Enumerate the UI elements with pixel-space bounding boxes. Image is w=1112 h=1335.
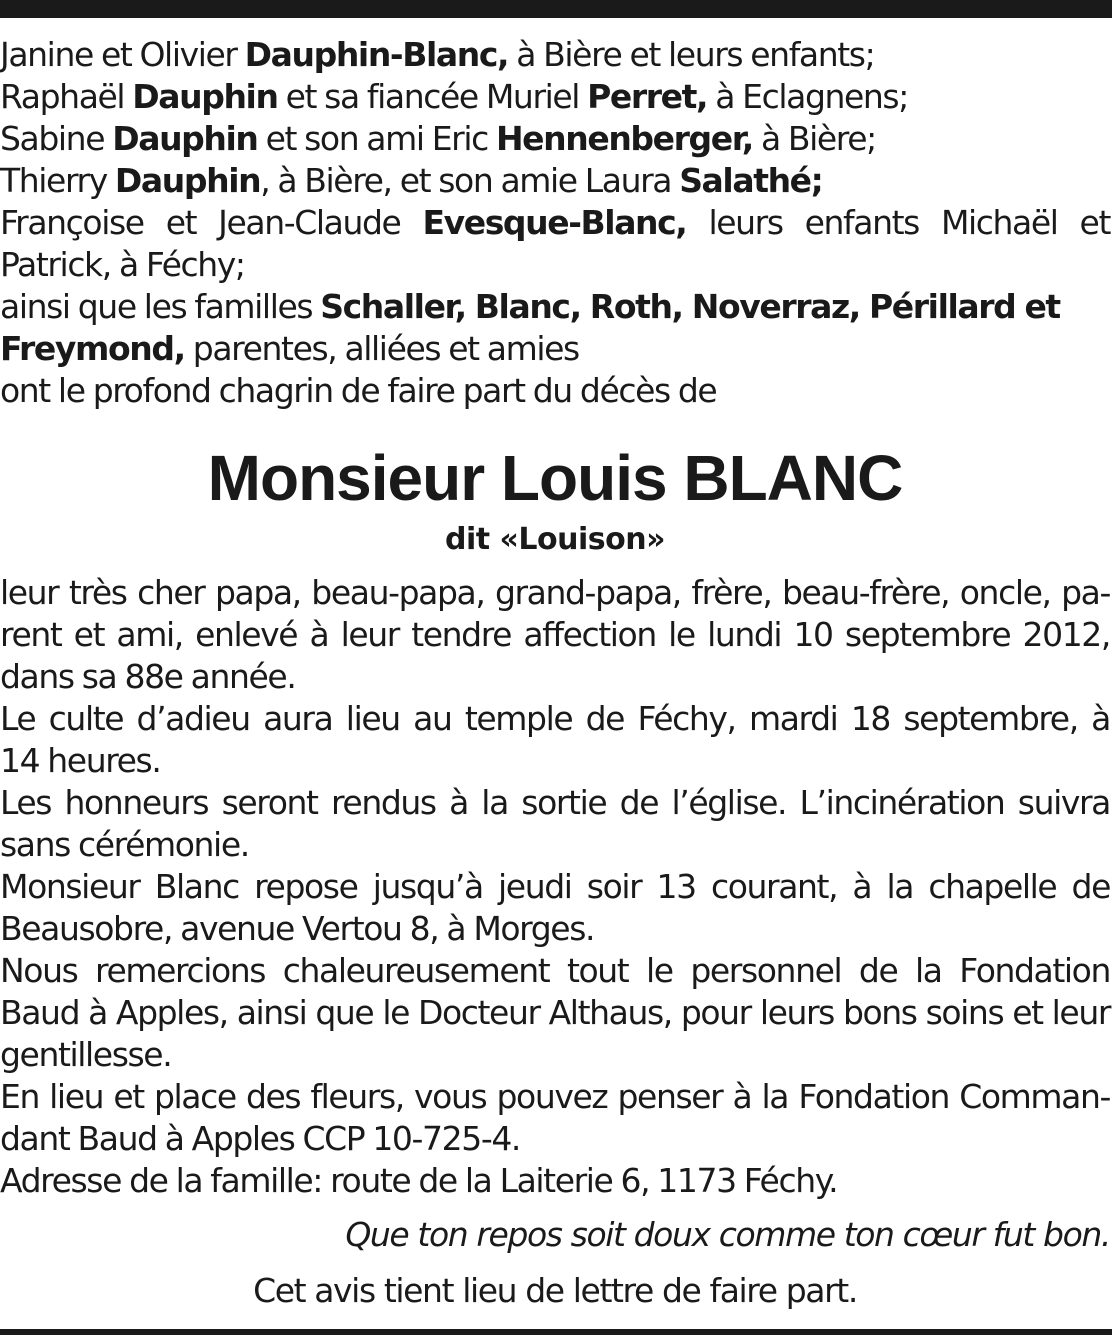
family-line [0,76,1110,118]
family-name: Dauphin [112,119,258,158]
body-line: Le culte d’adieu aura lieu au temple de Féchy, mardi 18 septembre, à [0,699,1110,738]
deceased-nickname: dit «Louison» [445,522,665,557]
announcement-line: ont le profond chagrin de faire part du décès de [0,371,717,410]
family-line [0,328,1110,370]
family-name: Dauphin [132,77,278,116]
family-name: Dauphin-Blanc, [244,35,509,74]
family-line [0,34,1110,76]
text: Raphaël [0,77,133,116]
family-line: Patrick, à Féchy; [0,245,245,284]
family-name: Evesque-Blanc, [422,203,687,242]
text: , à Bière, et son amie Laura [260,161,680,200]
body-line: dant Baud à Apples CCP 10-725-4. [0,1119,521,1158]
motto: Que ton repos soit doux comme ton cœur fut bon. [345,1215,1110,1254]
family-name: Perret, [587,77,708,116]
text: Françoise et Jean-Claude [0,203,423,242]
deceased-name: Monsieur Louis BLANC [207,442,903,514]
text: et sa fiancée Muriel [277,77,588,116]
body-line: Les honneurs seront rendus à la sortie de l’église. L’incinération suivra [0,783,1110,822]
family-name: Freymond, [0,329,185,368]
family-name: Hennenberger, [495,119,753,158]
body-line: gentillesse. [0,1035,172,1074]
body-line: dans sa 88e année. [0,657,296,696]
family-line [0,160,1110,202]
family-line [0,118,1110,160]
obituary-notice [0,34,1110,1312]
family-name: Dauphin [114,161,261,200]
family-name: Salathé; [679,161,823,200]
text: ainsi que les familles [0,287,321,326]
family-name: Schaller, Blanc, Roth, Noverraz, Périllard et [320,287,1060,326]
text: leurs enfants Michaël et [686,203,1110,242]
body-line: 14 heures. [0,741,161,780]
text: à Bière; [752,119,876,158]
text: parentes, alliées et amies [184,329,579,368]
closing-note: Cet avis tient lieu de lettre de faire part. [253,1271,857,1310]
family-line [0,202,1110,244]
text: Thierry [0,161,115,200]
top-rule [0,0,1112,18]
family-line [0,286,1110,328]
body-line: Monsieur Blanc repose jusqu’à jeudi soir 13 courant, à la chapelle de [0,867,1110,906]
body-line: Adresse de la famille: route de la Laiterie 6, 1173 Féchy. [0,1161,838,1200]
body-line: sans cérémonie. [0,825,249,864]
text: et son ami Eric [257,119,496,158]
notice-body [0,572,1110,1202]
text: Janine et Olivier [0,35,245,74]
bottom-rule [0,1329,1112,1335]
body-line: leur très cher papa, beau-papa, grand-papa, frère, beau-frère, oncle, pa- [0,573,1110,612]
body-line: Beausobre, avenue Vertou 8, à Morges. [0,909,595,948]
body-line: Nous remercions chaleureusement tout le personnel de la Fondation [0,951,1110,990]
body-line: Baud à Apples, ainsi que le Docteur Althaus, pour leurs bons soins et leur [0,993,1110,1032]
text: Sabine [0,119,113,158]
body-line: En lieu et place des fleurs, vous pouvez penser à la Fondation Comman- [0,1077,1110,1116]
body-line: rent et ami, enlevé à leur tendre affection le lundi 10 septembre 2012, [0,615,1110,654]
text: à Eclagnens; [707,77,908,116]
text: à Bière et leurs enfants; [508,35,875,74]
